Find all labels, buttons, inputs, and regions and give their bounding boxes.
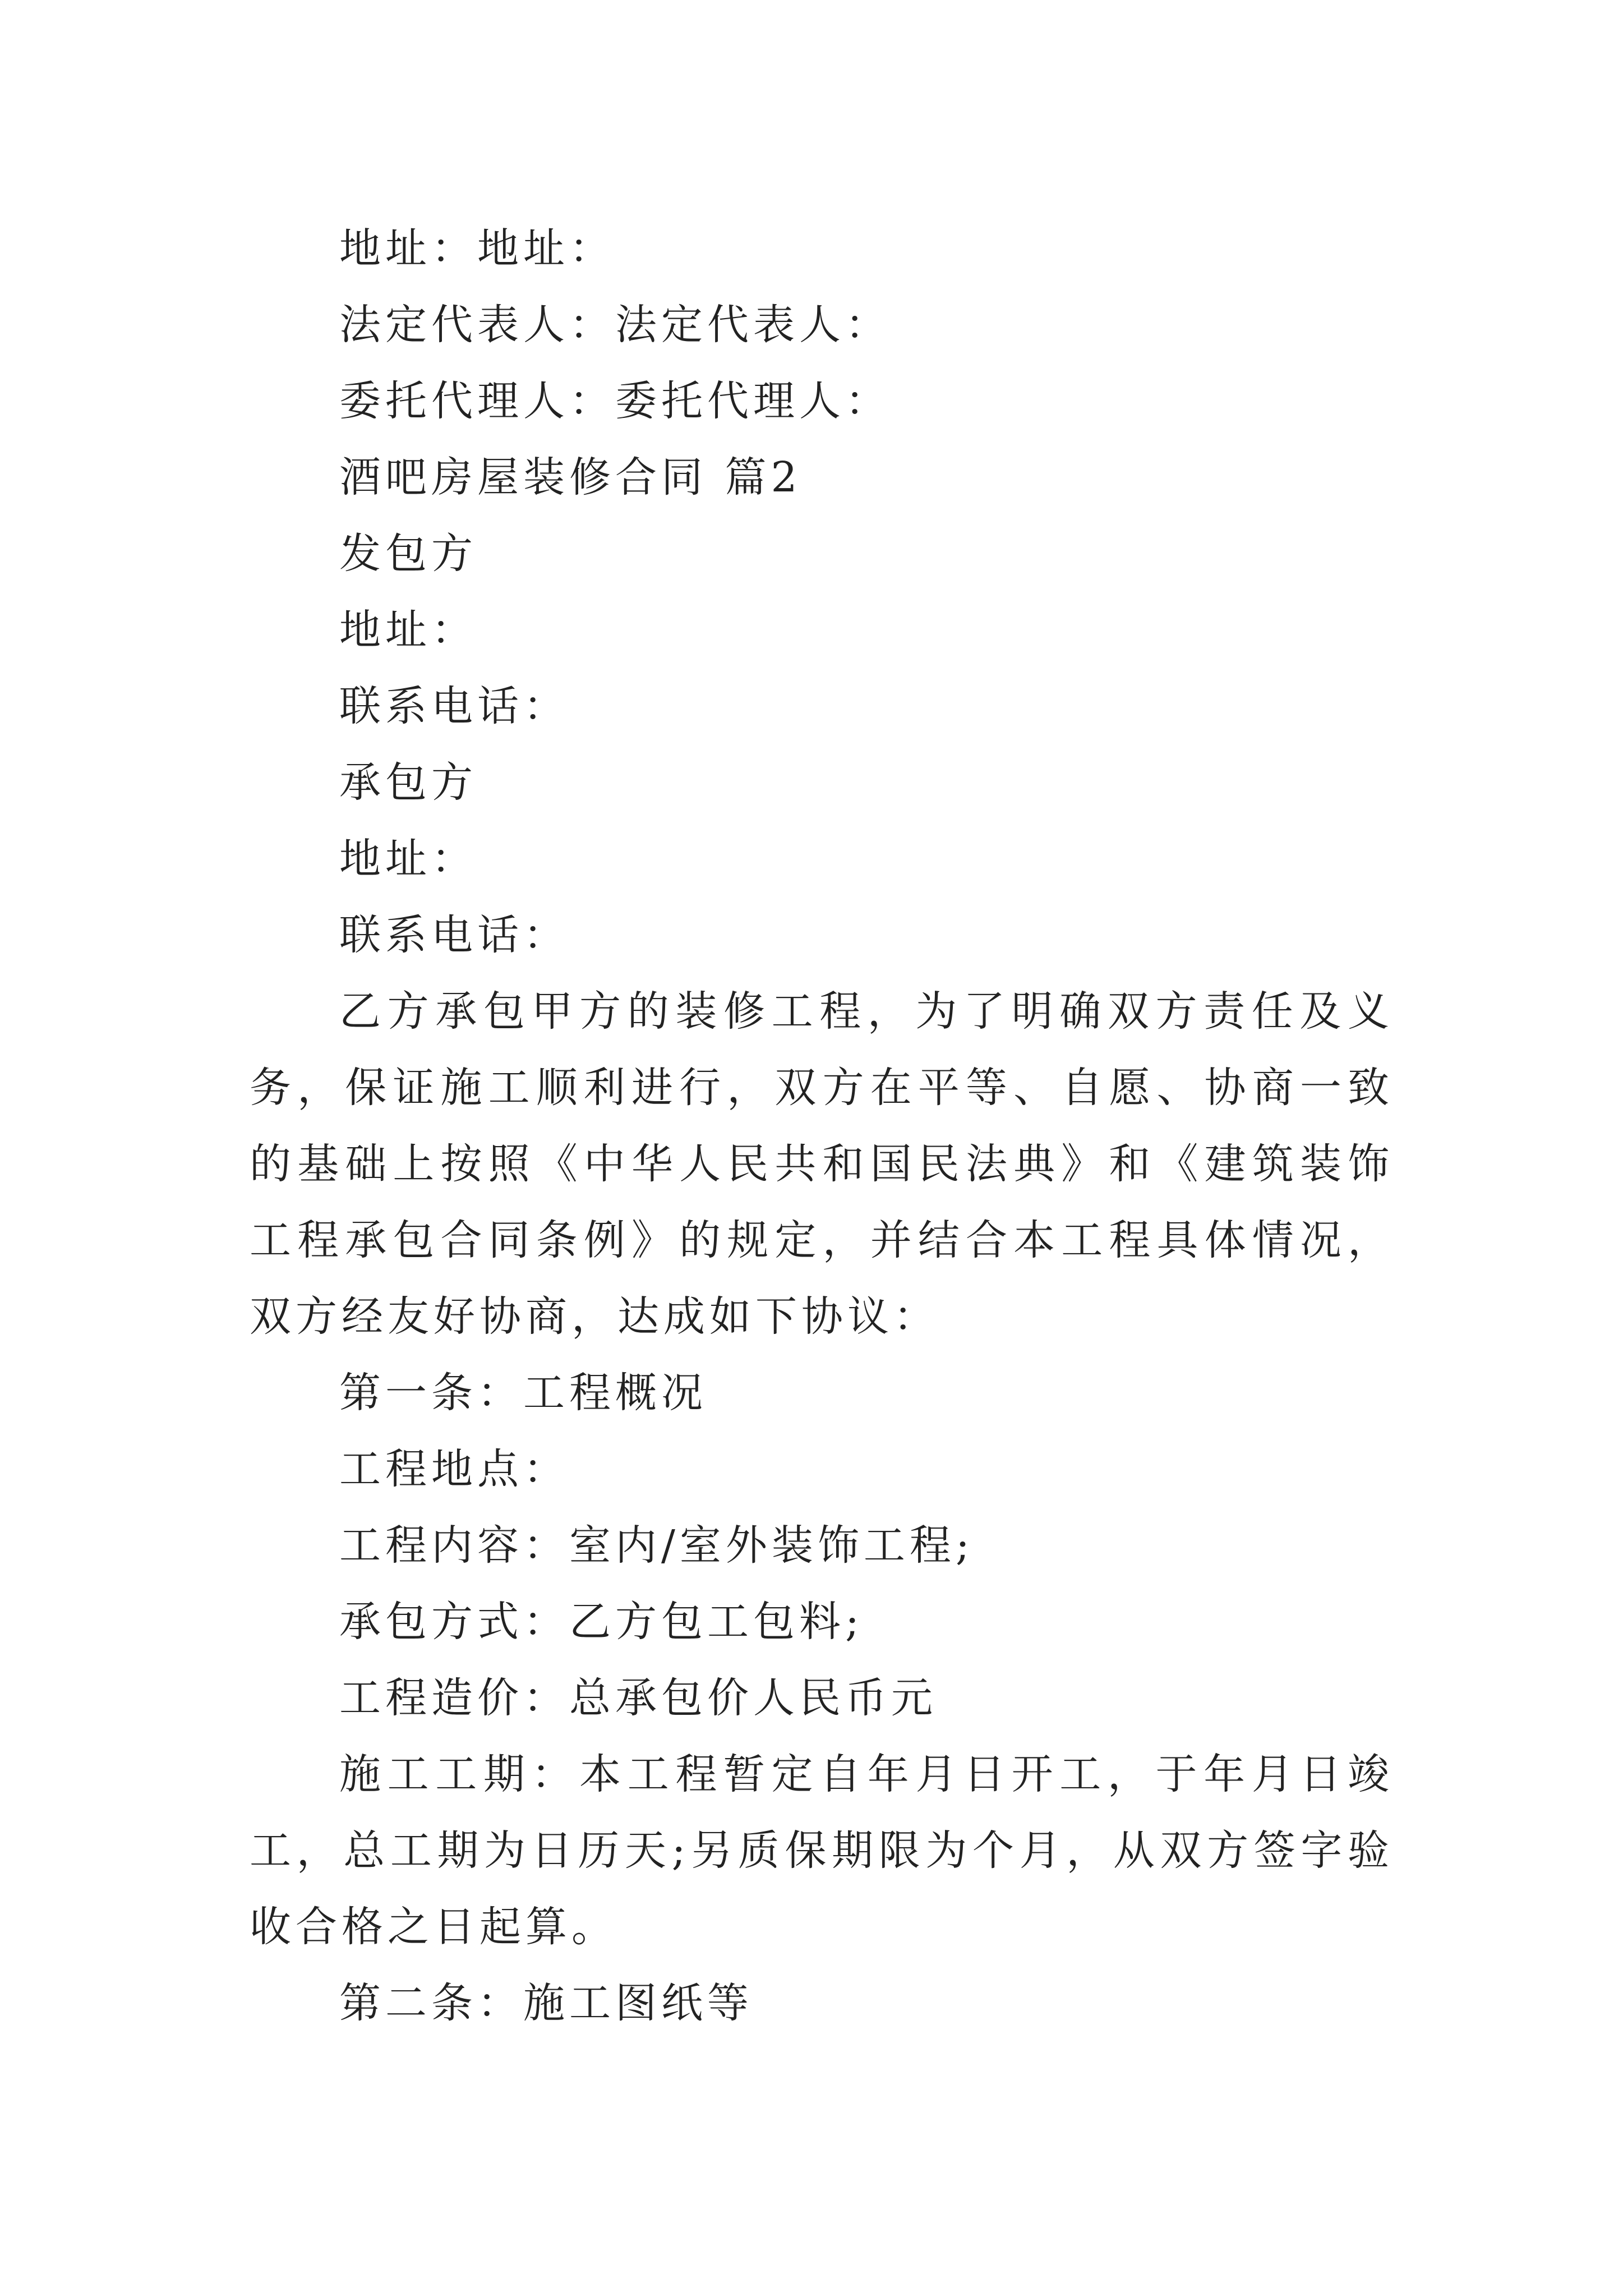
address-line-pair: 地址：地址： [339, 224, 615, 273]
employer-phone: 联系电话： [339, 682, 569, 730]
article-two-heading: 第二条：施工图纸等 [339, 1979, 753, 2027]
agreement-preamble-paragraph: 乙方承包甲方的装修工程，为了明确双方责任及义务，保证施工顺利进行，双方在平等、自愿、协商一致的基础上按照《中华人民共和国民法典》和《建筑装饰工程承包合同条例》的规定，并结合本工程具体情况，双方经友好协商，达成如下协议： [250, 987, 1394, 1341]
project-content: 工程内容：室内/室外装饰工程; [339, 1521, 974, 1570]
article-one-heading: 第一条：工程概况 [339, 1369, 707, 1417]
employer-label: 发包方 [339, 530, 477, 578]
section-heading: 酒吧房屋装修合同 篇2 [339, 453, 802, 501]
construction-period-paragraph: 施工工期：本工程暂定自年月日开工，于年月日竣工，总工期为日历天;另质保期限为个月，从双方签字验收合格之日起算。 [250, 1750, 1394, 1951]
document-body [250, 210, 1394, 2041]
project-location: 工程地点： [339, 1445, 569, 1493]
contractor-phone: 联系电话： [339, 911, 569, 959]
contractor-label: 承包方 [339, 758, 477, 807]
contractor-address: 地址： [339, 835, 477, 883]
contract-method: 承包方式：乙方包工包料; [339, 1598, 864, 1646]
legal-representative-line: 法定代表人：法定代表人： [339, 301, 891, 349]
authorized-agent-line: 委托代理人：委托代理人： [339, 377, 891, 425]
employer-address: 地址： [339, 606, 477, 654]
project-cost: 工程造价：总承包价人民币元 [339, 1674, 937, 1722]
